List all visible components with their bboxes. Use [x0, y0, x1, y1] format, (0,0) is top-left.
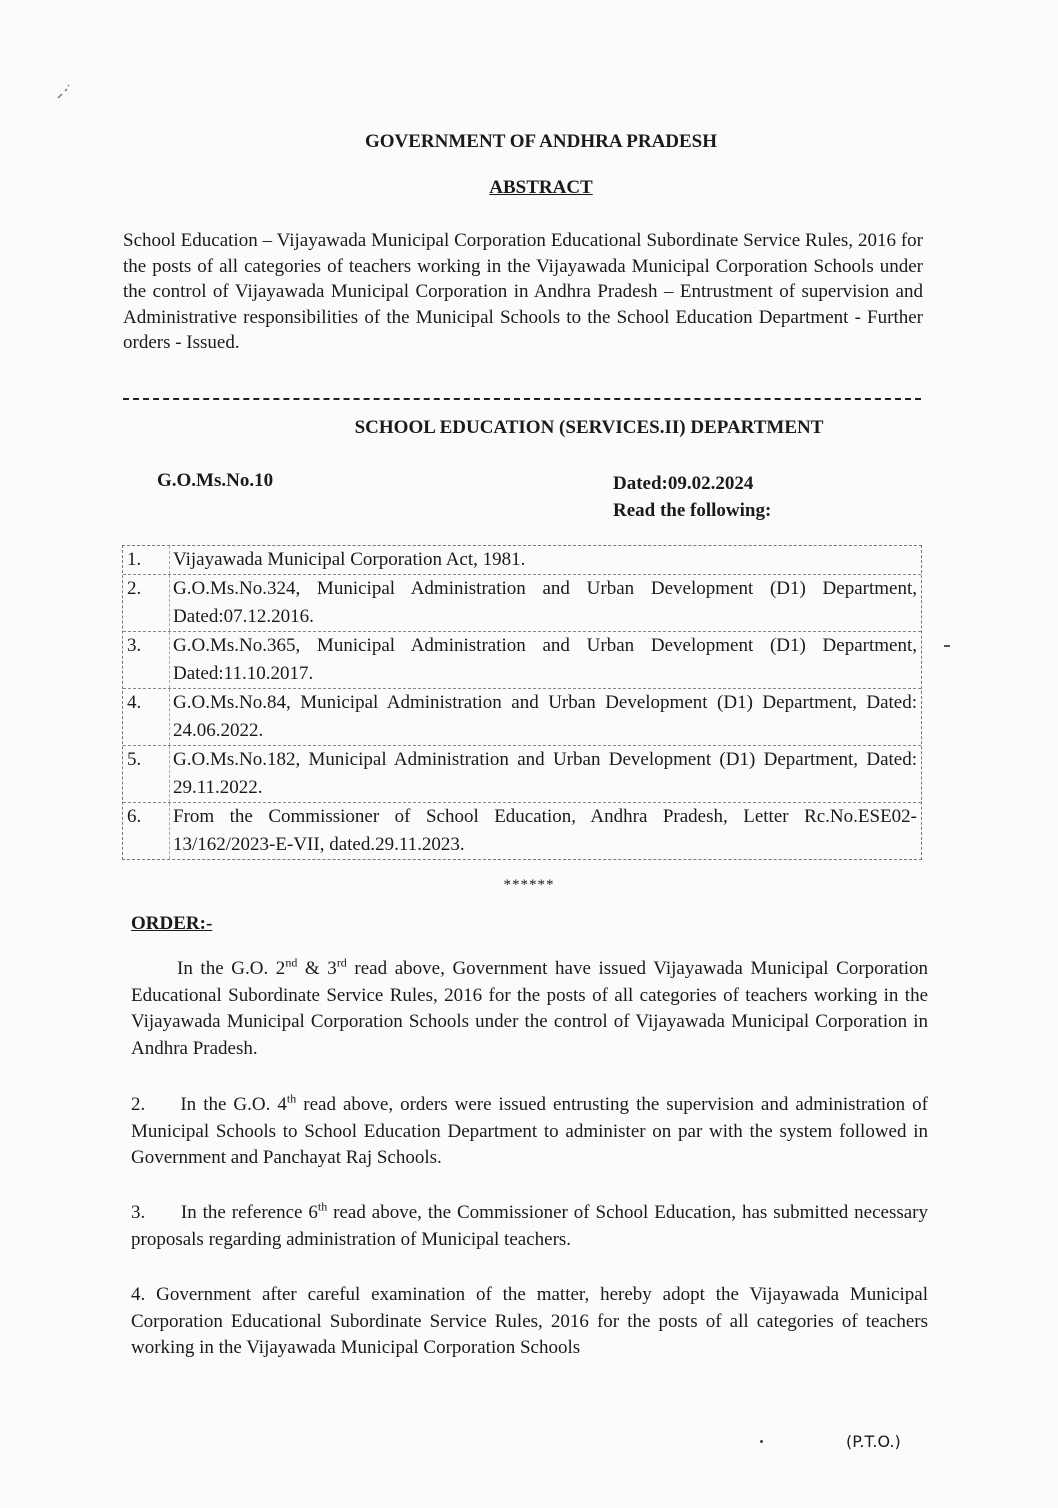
reference-number: 3.: [123, 632, 170, 688]
reference-text: Vijayawada Municipal Corporation Act, 1981.: [173, 549, 526, 570]
reference-number: 6.: [123, 803, 170, 859]
reference-row: [123, 546, 921, 574]
reference-row: [123, 631, 921, 688]
scan-dot-mark: [760, 1440, 763, 1443]
order-paragraph-2: [131, 1091, 933, 1172]
margin-tick-mark: [944, 645, 950, 647]
department-title: SCHOOL EDUCATION (SERVICES.II) DEPARTMENT: [354, 417, 824, 438]
order-paragraph-4: 4. Government after careful examination of the matter, hereby adopt the Vijayawada Municipal Corporation Educational Subordinate Service Rules, 2016 for the posts of all categories of teachers working in the Vijayawada Municipal Corporation Schools: [131, 1284, 928, 1358]
reference-text: G.O.Ms.No.84, Municipal Administration and Urban Development (D1) Department, Dated: 24.06.2022.: [173, 692, 917, 741]
order-p1-sup-rd: rd: [336, 955, 347, 970]
order-p2-part-a: 2. In the G.O. 4: [131, 1094, 287, 1115]
reference-text: G.O.Ms.No.365, Municipal Administration and Urban Development (D1) Department, Dated:11.10.2017.: [173, 635, 917, 684]
reference-row: [123, 745, 921, 802]
order-paragraph-1: [131, 956, 928, 1062]
reference-row: [123, 802, 921, 859]
reference-text: G.O.Ms.No.182, Municipal Administration and Urban Development (D1) Department, Dated: 29.11.2022.: [173, 749, 917, 798]
go-number: G.O.Ms.No.10: [157, 470, 274, 491]
section-separator-stars: ******: [503, 877, 555, 893]
dashed-separator: [123, 398, 921, 400]
order-paragraph-3: [131, 1199, 933, 1253]
reference-row: [123, 574, 921, 631]
reference-number: 5.: [123, 746, 170, 802]
reference-number: 4.: [123, 689, 170, 745]
reference-text: G.O.Ms.No.324, Municipal Administration and Urban Development (D1) Department, Dated:07.12.2016.: [173, 578, 917, 627]
reference-number: 2.: [123, 575, 170, 631]
order-p1-part-a: In the G.O. 2: [177, 958, 286, 979]
go-date-block: [613, 470, 771, 524]
go-date: Dated:09.02.2024: [613, 473, 754, 494]
abstract-heading: ABSTRACT: [489, 177, 593, 198]
references-table: [122, 545, 922, 860]
reference-number: 1.: [123, 546, 170, 574]
order-p1-sup-nd: nd: [285, 955, 298, 970]
order-p1-part-b: & 3: [297, 958, 337, 979]
order-p3-part-a: 3. In the reference 6: [131, 1202, 318, 1223]
order-heading: ORDER:-: [131, 913, 213, 934]
reference-text: From the Commissioner of School Education, Andhra Pradesh, Letter Rc.No.ESE02-13/162/2023-E-VII, dated.29.11.2023.: [173, 806, 917, 855]
government-title: GOVERNMENT OF ANDHRA PRADESH: [364, 131, 718, 152]
pto-label: (P.T.O.): [846, 1432, 901, 1451]
scan-speck-mark: [56, 84, 72, 100]
order-p2-sup-th: th: [286, 1091, 297, 1106]
order-p3-sup-th: th: [317, 1199, 328, 1214]
order-p1-part-c: read above, Government have issued Vijayawada Municipal Corporation Educational Subordinate Service Rules, 2016 for the posts of all categories of teachers working in the Vijayawada Municipal Corporation Schools under the control of Vijayawada Municipal Corporation in Andhra Pradesh.: [131, 958, 928, 1059]
abstract-text: School Education – Vijayawada Municipal Corporation Educational Subordinate Service Rules, 2016 for the posts of all categories of teachers working in the Vijayawada Municipal Corporation Schools under the control of Vijayawada Municipal Corporation in Andhra Pradesh – Entrustment of supervision and Administrative responsibilities of the Municipal Schools to the School Education Department - Further orders - Issued.: [123, 230, 923, 353]
reference-row: [123, 688, 921, 745]
order-p3-part-b: read above, the Commissioner of School Education, has submitted necessary proposals regarding administration of Municipal teachers.: [131, 1202, 933, 1250]
read-following-label: Read the following:: [613, 500, 772, 521]
order-p2-part-b: read above, orders were issued entrusting the supervision and administration of Municipal Schools to School Education Department to administer on par with the system followed in Government and Panchayat Raj Schools.: [131, 1094, 933, 1168]
